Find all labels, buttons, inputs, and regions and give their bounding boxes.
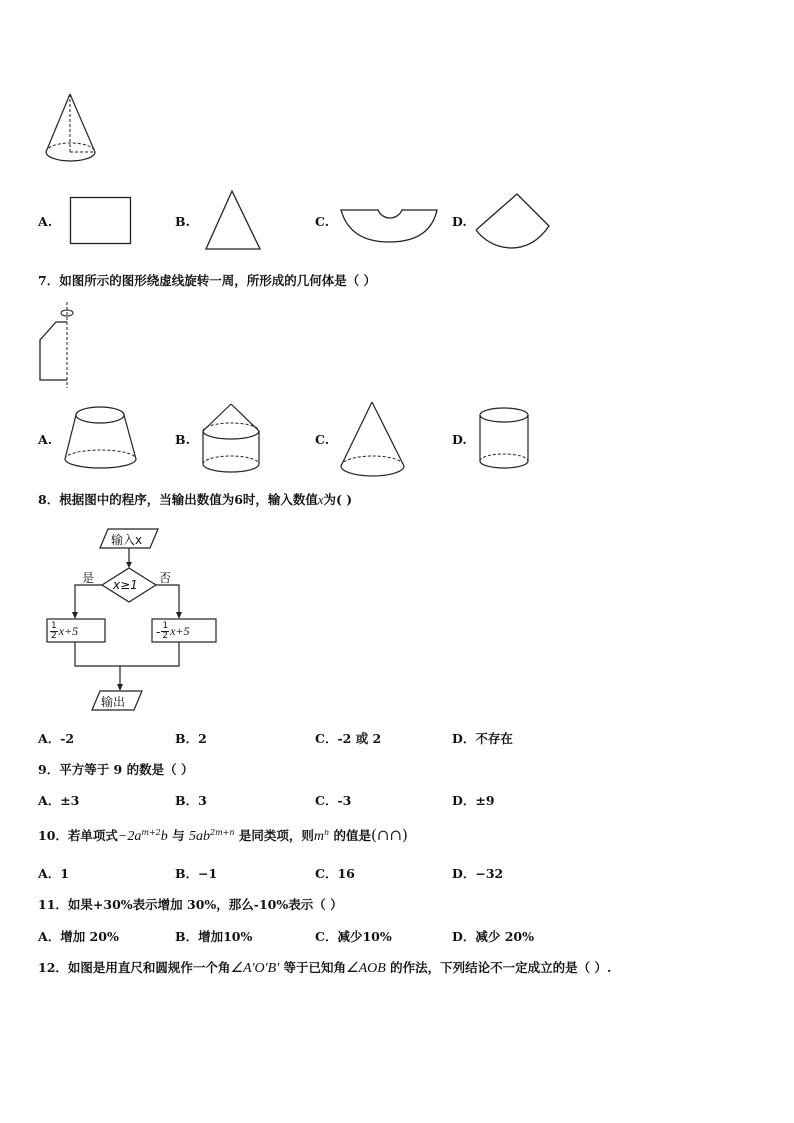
q12-stem-mid: 等于已知角 <box>283 960 347 975</box>
flowchart-output-label: 输出 <box>101 695 126 709</box>
q11-option-a-text: 增加 20% <box>60 929 119 944</box>
q7-option-b-cone-on-cylinder <box>200 402 264 476</box>
q9-option-b[interactable] <box>175 791 207 809</box>
q9-option-c[interactable] <box>315 791 351 809</box>
q8-option-b[interactable] <box>175 729 207 747</box>
q8-option-b-text: 2 <box>198 731 207 746</box>
q6-option-c-annular-sector <box>340 204 440 246</box>
q9-option-b-letter: B． <box>175 793 199 808</box>
q8-stem <box>38 490 352 508</box>
q10-term1-exp: m+2 <box>141 827 161 837</box>
q11-option-c-letter: C． <box>315 929 338 944</box>
q10-option-c-letter: C． <box>315 866 338 881</box>
q9-option-a-text: ±3 <box>60 793 80 808</box>
q12-angle1: ∠A'O'B' <box>230 961 280 976</box>
q12-stem-suffix: 的作法，下列结论不一定成立的是（ ）. <box>390 960 612 975</box>
flowchart-no-label: 否 <box>159 571 172 585</box>
cone-figure <box>40 90 110 170</box>
q9-option-a[interactable] <box>38 791 79 809</box>
q6-option-a-letter: A. <box>38 214 53 229</box>
q11-option-a-letter: A． <box>38 929 61 944</box>
q7-option-a-frustum <box>62 404 142 474</box>
q10-term2: 5ab <box>188 829 210 844</box>
q8-flowchart <box>44 526 234 716</box>
q6-option-b-letter: B. <box>175 214 190 229</box>
q7-option-d-letter: D. <box>452 432 467 447</box>
q9-option-a-letter: A． <box>38 793 61 808</box>
q8-option-a[interactable] <box>38 729 74 747</box>
q11-option-b-letter: B． <box>175 929 199 944</box>
q11-option-d-letter: D． <box>452 929 476 944</box>
q11-option-d-text: 减少 20% <box>475 929 534 944</box>
q6-option-c-letter: C. <box>315 214 330 229</box>
q12-stem-prefix: 12．如图是用直尺和圆规作一个角 <box>38 960 231 975</box>
q8-option-d[interactable] <box>452 729 513 747</box>
q7-option-c-cone <box>338 400 408 484</box>
q10-term1: −2a <box>117 829 142 844</box>
flowchart-yes-label: 是 <box>82 571 95 585</box>
q10-mid: 与 <box>172 828 185 843</box>
q9-option-c-letter: C． <box>315 793 338 808</box>
q7-rotation-figure <box>36 300 86 390</box>
q12-stem <box>38 958 611 977</box>
q11-option-c-text: 减少10% <box>337 929 392 944</box>
q10-option-c[interactable] <box>315 864 355 882</box>
q7-stem: 7．如图所示的图形绕虚线旋转一周，所形成的几何体是（ ） <box>38 273 377 288</box>
q10-m-exp: n <box>324 827 330 837</box>
q8-stem-prefix: 8．根据图中的程序，当输出数值为6时，输入数值 <box>38 492 318 507</box>
q6-option-d-sector <box>474 192 554 250</box>
q11-option-b-text: 增加10% <box>198 929 253 944</box>
q9-option-d-letter: D． <box>452 793 476 808</box>
q10-answer-blank: (∩∩) <box>371 826 408 844</box>
q8-option-b-letter: B． <box>175 731 199 746</box>
left-fraction: 1 2 <box>51 621 57 641</box>
q9-option-c-text: -3 <box>337 793 352 808</box>
q10-option-d-letter: D． <box>452 866 476 881</box>
q10-option-b[interactable] <box>175 864 217 882</box>
flowchart-right-expression <box>156 622 190 641</box>
q6-option-d-letter: D. <box>452 214 467 229</box>
flowchart-left-expression <box>50 622 78 641</box>
q10-option-a[interactable] <box>38 864 69 882</box>
q8-option-c-text: -2 或 2 <box>337 731 382 746</box>
q8-option-a-text: -2 <box>60 731 75 746</box>
left-expr: x+5 <box>58 624 79 638</box>
q10-m-var: m <box>313 829 325 844</box>
q11-option-b[interactable] <box>175 927 252 945</box>
q10-end: 的值是 <box>333 828 372 843</box>
q10-stem <box>38 826 408 845</box>
q9-option-d-text: ±9 <box>475 793 495 808</box>
q10-option-a-letter: A． <box>38 866 61 881</box>
q10-stem-suffix: 是同类项，则 <box>238 828 314 843</box>
q8-option-c[interactable] <box>315 729 381 747</box>
q11-option-a[interactable] <box>38 927 119 945</box>
right-fraction: 1 2 <box>162 621 169 641</box>
q9-stem: 9．平方等于 9 的数是（ ） <box>38 762 194 777</box>
q11-stem: 11．如果+30%表示增加 30%，那么-10%表示（ ） <box>38 897 343 912</box>
q8-stem-suffix: 为( ) <box>323 492 353 507</box>
q10-term2-exp: 2m+n <box>209 827 235 837</box>
q7-option-b-letter: B. <box>175 432 190 447</box>
q9-option-d[interactable] <box>452 791 495 809</box>
q8-stem-var: x <box>317 493 324 507</box>
q7-option-d-cylinder <box>478 406 534 474</box>
q8-option-d-letter: D． <box>452 731 476 746</box>
right-expr: x+5 <box>170 624 190 638</box>
q8-option-a-letter: A． <box>38 731 61 746</box>
q10-option-a-text: 1 <box>60 866 69 881</box>
q8-option-c-letter: C． <box>315 731 338 746</box>
q10-term1-tail: b <box>160 829 168 844</box>
q9-option-b-text: 3 <box>198 793 207 808</box>
q12-angle2: ∠AOB <box>346 961 386 976</box>
q10-stem-prefix: 10．若单项式 <box>38 828 118 843</box>
flowchart-condition: x≥1 <box>113 578 138 592</box>
q7-option-c-letter: C. <box>315 432 330 447</box>
q10-option-d-text: −32 <box>475 866 504 881</box>
q10-option-b-text: −1 <box>198 866 218 881</box>
right-sign: - <box>156 624 161 639</box>
q7-option-a-letter: A. <box>38 432 53 447</box>
q8-option-d-text: 不存在 <box>475 731 513 746</box>
q10-option-c-text: 16 <box>337 866 355 881</box>
q10-option-b-letter: B． <box>175 866 199 881</box>
q6-option-a-rectangle <box>70 197 132 245</box>
q11-option-c[interactable] <box>315 927 392 945</box>
flowchart-input-label: 输入x <box>111 533 143 547</box>
q11-option-d[interactable] <box>452 927 534 945</box>
q10-option-d[interactable] <box>452 864 503 882</box>
q6-option-b-triangle <box>204 190 266 252</box>
